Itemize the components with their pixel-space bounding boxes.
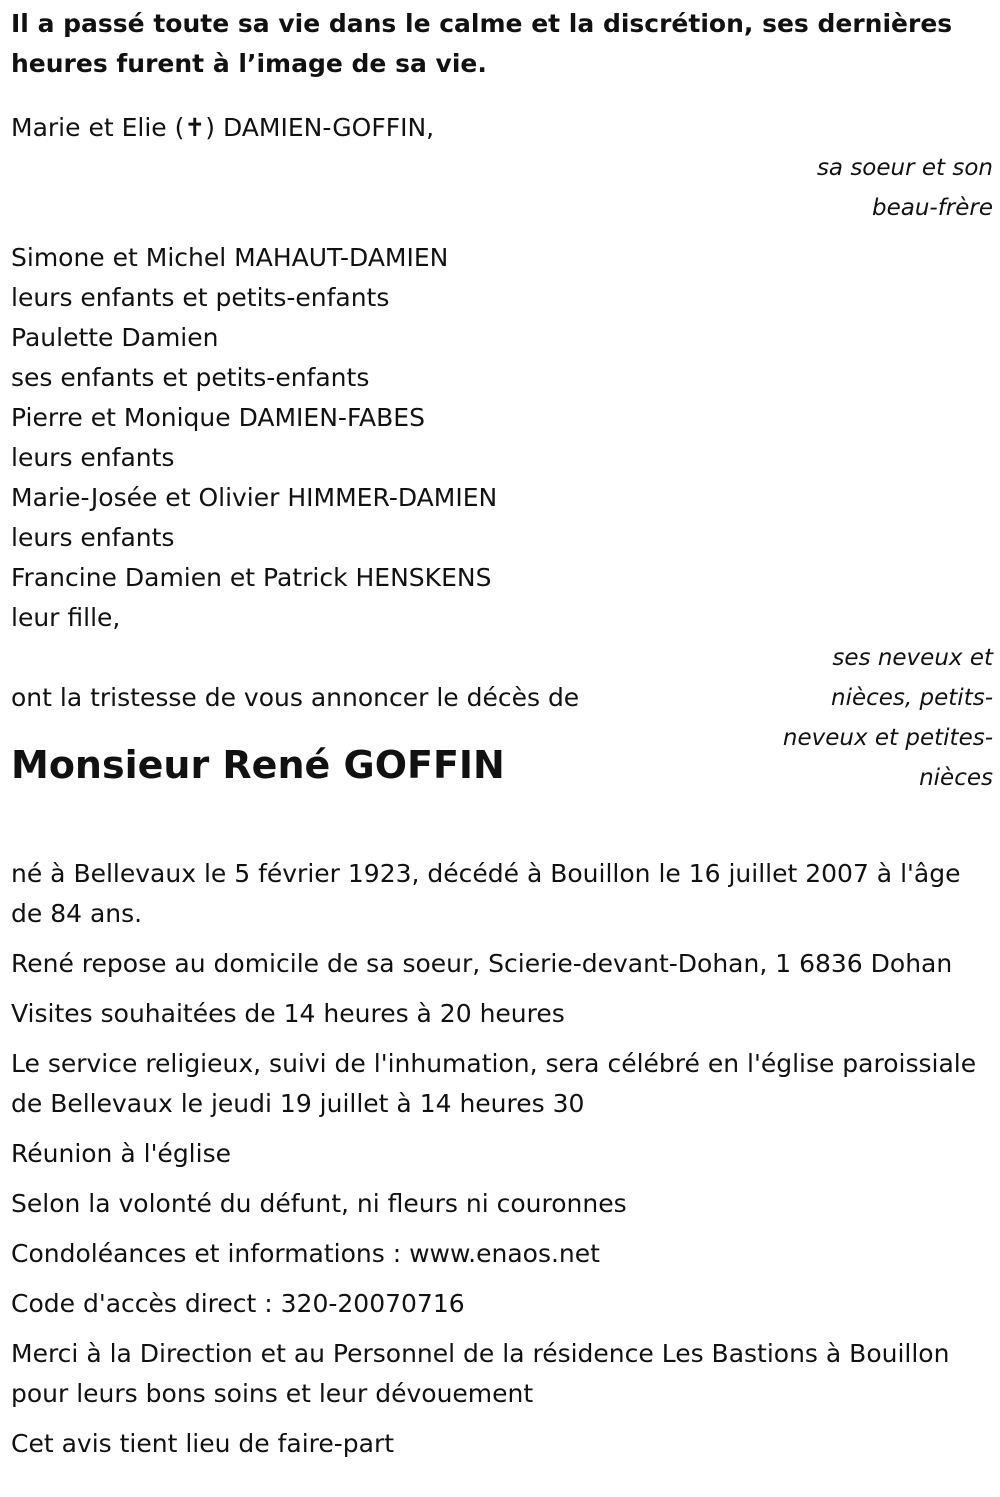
family-member-line: Paulette Damien (11, 323, 219, 352)
condolences-info: Condoléances et informations : www.enaos.net (11, 1239, 600, 1268)
family-member-line: ses enfants et petits-enfants (11, 363, 370, 392)
announcement-text: ont la tristesse de vous annoncer le décès de (11, 683, 580, 712)
family-member-line: Francine Damien et Patrick HENSKENS (11, 563, 492, 592)
announcement-block (11, 638, 993, 798)
family-group-1 (11, 108, 993, 228)
family-member-line: Marie et Elie (✝) DAMIEN-GOFFIN, (11, 113, 435, 142)
family-member-line: leurs enfants (11, 523, 175, 552)
relation-label-nephews: ses neveux et nièces, petits-neveux et petites-nièces (782, 645, 993, 791)
obituary-notice (11, 4, 993, 1474)
meeting-place: Réunion à l'église (11, 1139, 231, 1168)
family-member-line: leurs enfants et petits-enfants (11, 283, 390, 312)
visiting-hours: Visites souhaitées de 14 heures à 20 heures (11, 999, 565, 1028)
deceased-name: Monsieur René GOFFIN (11, 743, 505, 787)
closing-note: Cet avis tient lieu de faire-part (11, 1429, 395, 1458)
family-member-line: leurs enfants (11, 443, 175, 472)
family-group-2 (11, 238, 993, 638)
thanks-note: Merci à la Direction et au Personnel de la résidence Les Bastions à Bouillon pour leurs bons soins et leur dévouement (11, 1339, 950, 1408)
family-member-line: Pierre et Monique DAMIEN-FABES (11, 403, 425, 432)
access-code: Code d'accès direct : 320-20070716 (11, 1289, 465, 1318)
resting-place-info: René repose au domicile de sa soeur, Scierie-devant-Dohan, 1 6836 Dohan (11, 949, 953, 978)
family-member-line: Simone et Michel MAHAUT-DAMIEN (11, 243, 449, 272)
birth-death-info: né à Bellevaux le 5 février 1923, décédé à Bouillon le 16 juillet 2007 à l'âge de 84 ans. (11, 859, 961, 928)
service-info: Le service religieux, suivi de l'inhumation, sera célébré en l'église paroissiale de Bellevaux le jeudi 19 juillet à 14 heures 30 (11, 1049, 977, 1118)
family-member-line: Marie-Josée et Olivier HIMMER-DAMIEN (11, 483, 498, 512)
details-section (11, 854, 993, 1464)
relation-label-sister: sa soeur et son beau-frère (816, 155, 993, 221)
flowers-note: Selon la volonté du défunt, ni fleurs ni couronnes (11, 1189, 627, 1218)
family-member-line: leur fille, (11, 603, 121, 632)
epigraph: Il a passé toute sa vie dans le calme et la discrétion, ses dernières heures furent à l’image de sa vie. (11, 9, 953, 78)
